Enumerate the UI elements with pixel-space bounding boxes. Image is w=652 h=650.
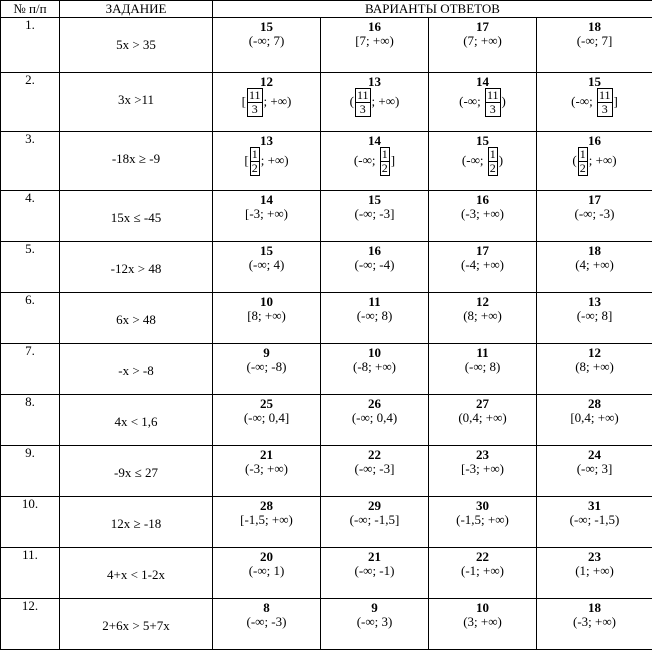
option-interval: (8; +∞)	[537, 359, 652, 375]
option-interval: [-1,5; +∞)	[213, 512, 320, 528]
option-interval: [7; +∞)	[321, 33, 428, 49]
row-number: 9.	[1, 446, 60, 497]
fraction	[597, 88, 613, 117]
option-interval: (-∞; $\frac{1}{2}$ )	[429, 147, 536, 176]
option-interval: (-∞; -1)	[321, 563, 428, 579]
row-number: 10.	[1, 497, 60, 548]
option-interval: (4; +∞)	[537, 257, 652, 273]
answer-option	[537, 548, 652, 599]
answer-option	[429, 293, 537, 344]
option-interval: (-3; +∞)	[213, 461, 320, 477]
option-interval: [0,4; +∞)	[537, 410, 652, 426]
option-interval: (-∞; 3)	[321, 614, 428, 630]
option-number: 18	[537, 244, 652, 257]
fraction	[380, 147, 390, 176]
option-interval: (-∞; 1)	[213, 563, 320, 579]
answer-option	[213, 293, 321, 344]
option-interval: (7; +∞)	[429, 33, 536, 49]
option-interval: (-∞; 0,4]	[213, 410, 320, 426]
option-number: 23	[537, 550, 652, 563]
option-number: 12	[213, 75, 320, 88]
option-interval: (-∞; -3)	[537, 206, 652, 222]
option-number: 21	[213, 448, 320, 461]
task-expression: -12x > 48	[60, 262, 212, 276]
row-number: 4.	[1, 191, 60, 242]
table-row	[1, 73, 652, 132]
fraction	[578, 147, 588, 176]
table-row	[1, 242, 652, 293]
fraction-numerator: 11	[486, 89, 500, 103]
row-number: 8.	[1, 395, 60, 446]
option-interval: [ $\frac{11}{3}$ ; +∞)	[213, 88, 320, 117]
fraction-denominator: 2	[579, 162, 587, 175]
row-number: 3.	[1, 132, 60, 191]
option-number: 28	[213, 499, 320, 512]
answer-option	[537, 395, 652, 446]
fraction-denominator: 2	[251, 162, 259, 175]
answer-option	[429, 18, 537, 73]
fraction-numerator: 1	[381, 148, 389, 162]
option-number: 11	[321, 295, 428, 308]
task-cell	[60, 344, 213, 395]
option-number: 17	[429, 20, 536, 33]
answer-option	[537, 191, 652, 242]
header-row	[1, 1, 652, 18]
row-number: 5.	[1, 242, 60, 293]
option-number: 15	[213, 244, 320, 257]
row-number: 1.	[1, 18, 60, 73]
answer-option	[429, 548, 537, 599]
task-expression: 12x ≥ -18	[60, 517, 212, 531]
answer-option	[537, 344, 652, 395]
answer-option	[321, 599, 429, 650]
option-interval: [-3; +∞)	[213, 206, 320, 222]
row-number: 12.	[1, 599, 60, 650]
task-cell	[60, 395, 213, 446]
answer-option	[321, 548, 429, 599]
fraction-numerator: 1	[489, 148, 497, 162]
option-number: 14	[321, 134, 428, 147]
task-expression: 4+x < 1-2x	[60, 568, 212, 582]
table-row	[1, 599, 652, 650]
option-number: 15	[321, 193, 428, 206]
header-task: ЗАДАНИЕ	[60, 1, 213, 18]
answer-option	[321, 132, 429, 191]
table-row	[1, 18, 652, 73]
row-number: 7.	[1, 344, 60, 395]
answer-option	[429, 73, 537, 132]
fraction-denominator: 3	[359, 103, 367, 116]
answer-option	[213, 344, 321, 395]
option-interval: (-1,5; +∞)	[429, 512, 536, 528]
option-interval: (1; +∞)	[537, 563, 652, 579]
option-number: 29	[321, 499, 428, 512]
option-number: 23	[429, 448, 536, 461]
answer-option	[213, 191, 321, 242]
answer-option	[321, 395, 429, 446]
fraction	[488, 147, 498, 176]
option-number: 12	[429, 295, 536, 308]
task-expression: 2+6x > 5+7x	[60, 619, 212, 633]
option-interval: (-∞; 8]	[537, 308, 652, 324]
task-expression: -x > -8	[60, 364, 212, 378]
option-number: 13	[321, 75, 428, 88]
option-number: 22	[429, 550, 536, 563]
option-number: 10	[429, 601, 536, 614]
option-number: 28	[537, 397, 652, 410]
option-number: 8	[213, 601, 320, 614]
option-interval: (-8; +∞)	[321, 359, 428, 375]
answer-option	[213, 446, 321, 497]
row-number: 2.	[1, 73, 60, 132]
option-interval: (-∞; 4)	[213, 257, 320, 273]
answer-option	[321, 497, 429, 548]
option-number: 20	[213, 550, 320, 563]
fraction-denominator: 3	[489, 103, 497, 116]
task-expression: 5x > 35	[60, 38, 212, 52]
fraction	[485, 88, 501, 117]
answer-option	[537, 18, 652, 73]
answer-option	[537, 293, 652, 344]
option-interval: (-∞; -3]	[321, 206, 428, 222]
option-number: 27	[429, 397, 536, 410]
answer-option	[429, 497, 537, 548]
answer-option	[321, 18, 429, 73]
option-interval: (-∞; 7)	[213, 33, 320, 49]
answer-option	[429, 191, 537, 242]
table-row	[1, 293, 652, 344]
task-expression: -9x ≤ 27	[60, 466, 212, 480]
option-number: 10	[213, 295, 320, 308]
option-interval: [8; +∞)	[213, 308, 320, 324]
table-row	[1, 191, 652, 242]
table-row	[1, 497, 652, 548]
task-expression: 4x < 1,6	[60, 415, 212, 429]
answer-option	[429, 344, 537, 395]
task-cell	[60, 548, 213, 599]
option-number: 12	[537, 346, 652, 359]
header-answers: ВАРИАНТЫ ОТВЕТОВ	[213, 1, 652, 18]
fraction-denominator: 2	[489, 162, 497, 175]
option-interval: (-∞; $\frac{11}{3}$ ]	[537, 88, 652, 117]
answer-option	[321, 293, 429, 344]
answer-option	[429, 132, 537, 191]
option-interval: (-3; +∞)	[429, 206, 536, 222]
option-number: 10	[321, 346, 428, 359]
task-expression: -18x ≥ -9	[60, 152, 212, 166]
fraction-denominator: 2	[381, 162, 389, 175]
option-interval: ( $\frac{1}{2}$ ; +∞)	[537, 147, 652, 176]
answer-option	[213, 73, 321, 132]
option-interval: (-∞; -4)	[321, 257, 428, 273]
option-interval: (-∞; -1,5)	[537, 512, 652, 528]
option-interval: (-3; +∞)	[537, 614, 652, 630]
answer-option	[213, 242, 321, 293]
task-cell	[60, 599, 213, 650]
fraction-denominator: 3	[601, 103, 609, 116]
option-number: 16	[429, 193, 536, 206]
answer-option	[429, 395, 537, 446]
option-number: 15	[537, 75, 652, 88]
answer-option	[321, 191, 429, 242]
option-number: 26	[321, 397, 428, 410]
option-interval: (-∞; -3]	[321, 461, 428, 477]
table-row	[1, 344, 652, 395]
task-cell	[60, 132, 213, 191]
option-number: 30	[429, 499, 536, 512]
fraction	[250, 147, 260, 176]
task-cell	[60, 18, 213, 73]
header-num: № п/п	[1, 1, 60, 18]
table-row	[1, 446, 652, 497]
fraction-numerator: 1	[579, 148, 587, 162]
fraction	[247, 88, 263, 117]
option-number: 16	[321, 244, 428, 257]
table-row	[1, 132, 652, 191]
answer-option	[321, 242, 429, 293]
option-number: 22	[321, 448, 428, 461]
answer-option	[321, 344, 429, 395]
task-cell	[60, 497, 213, 548]
option-interval: [-3; +∞)	[429, 461, 536, 477]
answer-option	[429, 242, 537, 293]
task-expression: 3x >11	[60, 93, 212, 107]
task-cell	[60, 73, 213, 132]
option-number: 16	[537, 134, 652, 147]
option-interval: (-∞; $\frac{11}{3}$ )	[429, 88, 536, 117]
option-number: 16	[321, 20, 428, 33]
option-interval: (-∞; -1,5]	[321, 512, 428, 528]
option-number: 21	[321, 550, 428, 563]
option-number: 17	[537, 193, 652, 206]
option-number: 9	[213, 346, 320, 359]
option-interval: (-4; +∞)	[429, 257, 536, 273]
option-interval: (-1; +∞)	[429, 563, 536, 579]
answer-option	[213, 132, 321, 191]
table-row	[1, 395, 652, 446]
task-cell	[60, 191, 213, 242]
option-number: 13	[213, 134, 320, 147]
answer-option	[537, 132, 652, 191]
option-number: 9	[321, 601, 428, 614]
answer-option	[429, 599, 537, 650]
row-number: 6.	[1, 293, 60, 344]
answer-option	[213, 497, 321, 548]
task-cell	[60, 242, 213, 293]
option-number: 18	[537, 20, 652, 33]
task-expression: 15x ≤ -45	[60, 211, 212, 225]
option-number: 18	[537, 601, 652, 614]
task-expression: 6x > 48	[60, 313, 212, 327]
task-cell	[60, 293, 213, 344]
option-interval: (-∞; 8)	[429, 359, 536, 375]
answer-option	[537, 73, 652, 132]
table-row	[1, 548, 652, 599]
fraction-numerator: 1	[251, 148, 259, 162]
option-number: 25	[213, 397, 320, 410]
option-interval: (-∞; 3]	[537, 461, 652, 477]
option-interval: [ $\frac{1}{2}$ ; +∞)	[213, 147, 320, 176]
option-number: 14	[429, 75, 536, 88]
answer-option	[321, 446, 429, 497]
answer-option	[537, 599, 652, 650]
fraction-numerator: 11	[248, 89, 262, 103]
option-number: 17	[429, 244, 536, 257]
answer-option	[213, 599, 321, 650]
answer-option	[537, 242, 652, 293]
option-interval: (-∞; $\frac{1}{2}$ ]	[321, 147, 428, 176]
option-interval: (0,4; +∞)	[429, 410, 536, 426]
option-number: 15	[213, 20, 320, 33]
answer-option	[213, 395, 321, 446]
fraction-numerator: 11	[598, 89, 612, 103]
option-interval: (-∞; 7]	[537, 33, 652, 49]
fraction	[355, 88, 371, 117]
answer-option	[321, 73, 429, 132]
option-interval: (-∞; 8)	[321, 308, 428, 324]
answer-option	[537, 497, 652, 548]
answer-option	[429, 446, 537, 497]
option-number: 11	[429, 346, 536, 359]
task-cell	[60, 446, 213, 497]
option-interval: (-∞; 0,4)	[321, 410, 428, 426]
option-number: 14	[213, 193, 320, 206]
option-interval: ( $\frac{11}{3}$ ; +∞)	[321, 88, 428, 117]
option-number: 24	[537, 448, 652, 461]
option-number: 15	[429, 134, 536, 147]
option-interval: (8; +∞)	[429, 308, 536, 324]
option-interval: (-∞; -8)	[213, 359, 320, 375]
answer-option	[213, 18, 321, 73]
option-number: 13	[537, 295, 652, 308]
answer-option	[537, 446, 652, 497]
row-number: 11.	[1, 548, 60, 599]
fraction-denominator: 3	[251, 103, 259, 116]
answer-option	[213, 548, 321, 599]
fraction-numerator: 11	[356, 89, 370, 103]
option-number: 31	[537, 499, 652, 512]
option-interval: (3; +∞)	[429, 614, 536, 630]
option-interval: (-∞; -3)	[213, 614, 320, 630]
